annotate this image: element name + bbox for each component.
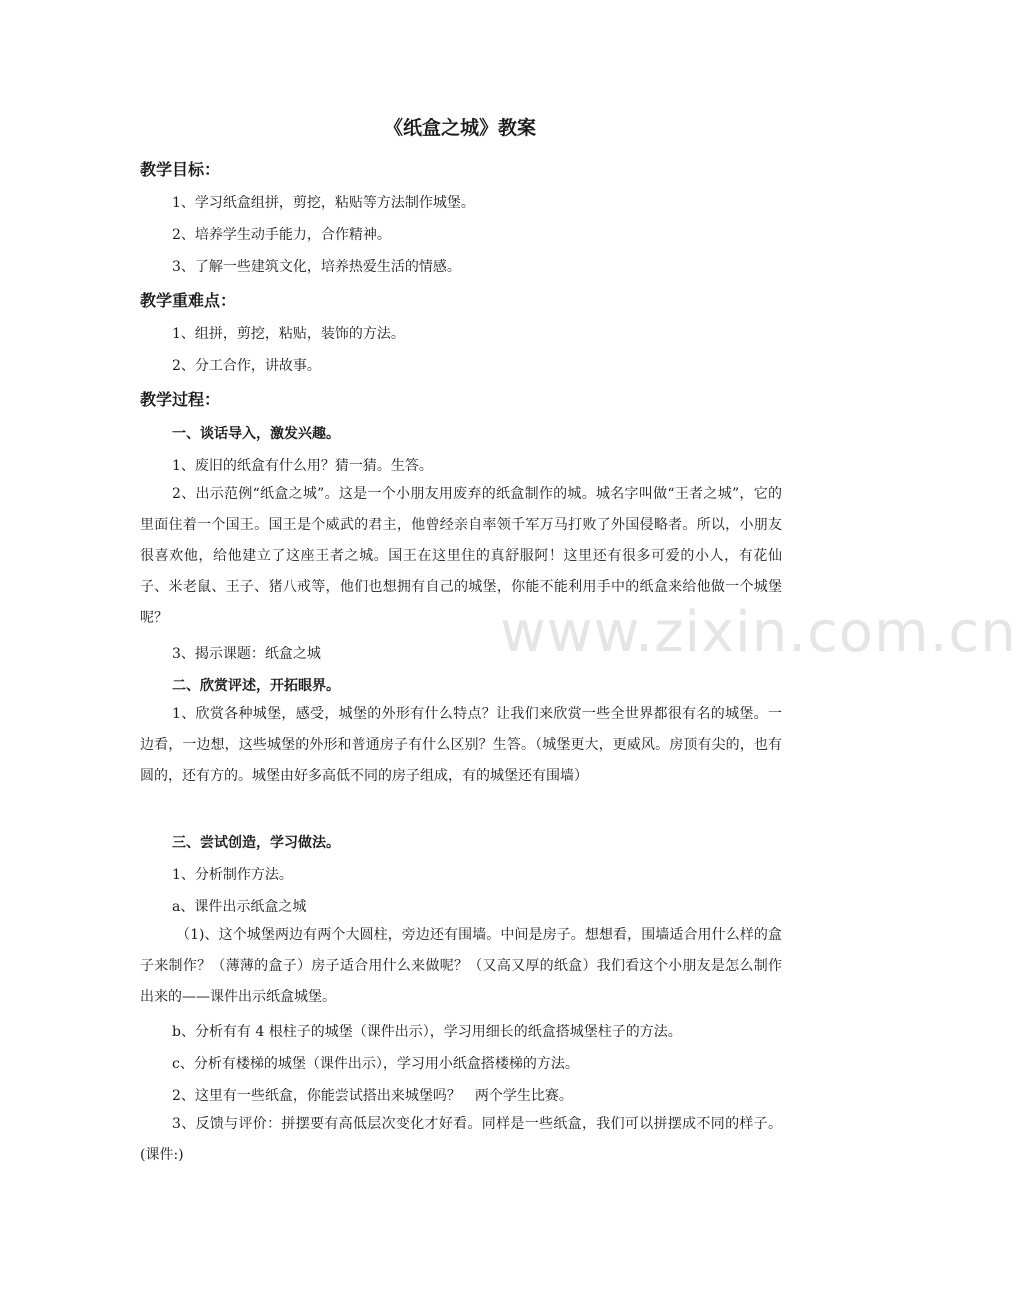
part2-paragraph-1: 1、欣赏各种城堡，感受，城堡的外形有什么特点？让我们来欣赏一些全世界都很有名的城堡。一边看，一边想，这些城堡的外形和普通房子有什么区别？生答。（城堡更大，更威风。房顶有尖的，也有圆的，还有方的。城堡由好多高低不同的房子组成，有的城堡还有围墙） <box>140 706 782 784</box>
part2-heading: 二、欣赏评述，开拓眼界。 <box>172 678 340 694</box>
keypoints-heading: 教学重难点： <box>140 291 237 310</box>
document-title: 《纸盒之城》教案 <box>383 117 536 139</box>
part3-item-2: 2、这里有一些纸盒，你能尝试搭出来城堡吗？ 两个学生比赛。 <box>172 1088 573 1104</box>
part3-heading: 三、尝试创造，学习做法。 <box>172 835 340 851</box>
goal-item: 1、学习纸盒组拼，剪挖，粘贴等方法制作城堡。 <box>172 195 475 211</box>
part3-paragraph-3: 3、反馈与评价：拼摆要有高低层次变化才好看。同样是一些纸盒，我们可以拼摆成不同的样子。(课件:) <box>140 1116 782 1163</box>
goal-item: 2、培养学生动手能力，合作精神。 <box>172 227 391 243</box>
part1-item-1: 1、废旧的纸盒有什么用？猜一猜。生答。 <box>172 458 433 474</box>
part1-paragraph-2: 2、出示范例“纸盒之城”。这是一个小朋友用废弃的纸盒制作的城。城名字叫做“王者之城”，它的里面住着一个国王。国王是个威武的君主，他曾经亲自率领千军万马打败了外国侵略者。所以，小朋友很喜欢他，给他建立了这座王者之城。国王在这里住的真舒服阿！这里还有很多可爱的小人，有花仙子、米老鼠、王子、猪八戒等，他们也想拥有自己的城堡，你能不能利用手中的纸盒来给他做一个城堡呢？ <box>140 486 782 626</box>
part1-heading: 一、谈话导入，激发兴趣。 <box>172 426 340 442</box>
part3-paragraph-1: （1)、这个城堡两边有两个大圆柱，旁边还有围墙。中间是房子。想想看，围墙适合用什么样的盒子来制作？（薄薄的盒子）房子适合用什么来做呢？（又高又厚的纸盒）我们看这个小朋友是怎么制作出来的——课件出示纸盒城堡。 <box>140 927 782 1005</box>
part3-item-b: b、分析有有 4 根柱子的城堡（课件出示），学习用细长的纸盒搭城堡柱子的方法。 <box>172 1024 682 1040</box>
goal-item: 3、了解一些建筑文化，培养热爱生活的情感。 <box>172 259 461 275</box>
goals-heading: 教学目标： <box>140 160 221 179</box>
part3-item-a: a、课件出示纸盒之城 <box>172 899 307 915</box>
keypoint-item: 1、组拼，剪挖，粘贴，装饰的方法。 <box>172 326 405 342</box>
keypoint-item: 2、分工合作，讲故事。 <box>172 358 321 374</box>
part3-item-1: 1、分析制作方法。 <box>172 867 293 883</box>
part1-item-3: 3、揭示课题：纸盒之城 <box>172 646 321 662</box>
part3-item-c: c、分析有楼梯的城堡（课件出示），学习用小纸盒搭楼梯的方法。 <box>172 1056 579 1072</box>
watermark: www.zixin.com.cn <box>500 600 1017 665</box>
process-heading: 教学过程： <box>140 390 221 409</box>
